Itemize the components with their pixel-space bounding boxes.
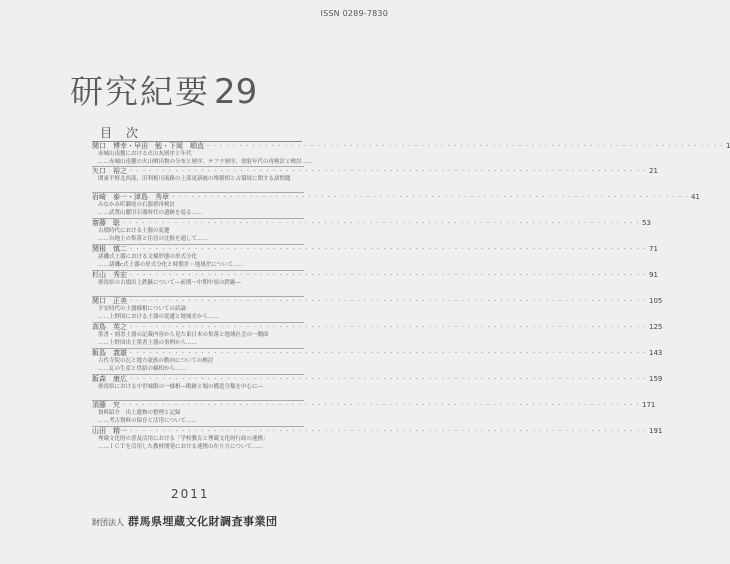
entry-page-number: 171 [642,401,656,409]
toc-heading: 目次 [100,126,153,140]
entry-title-line: みなかみ町瀬尾の石器群再検討 [98,202,176,208]
toc-entry [92,322,663,348]
entry-title-line: 諸磯式土器における文様形態の形式分化 [98,254,198,260]
dot-leader: ・・・・・・・・・・・・・・・・・・・・・・・・・・・・・・・・・・・・・・・・・・・・・・・・・・・・・・・・・・・・・・・・・・・・・・・・・・・・・・・・ [170,194,691,201]
toc-entry [92,270,658,296]
toc-entry [92,348,663,374]
entry-author: 岩崎 泰一・津島 秀章 [92,193,169,201]
publication-year: 2011 [171,487,210,501]
entry-title-line: ……ＩＣＴを活用した教材開発における連携の在り方について…… [98,443,263,450]
toc-entry [92,142,730,166]
dot-leader: ・・・・・・・・・・・・・・・・・・・・・・・・・・・・・・・・・・・・・・・・・・・・・・・・・・・・・・・・・・・・・・・・・・・・・・・・・・・・・・・・ [128,298,649,305]
dot-leader: ・・・・・・・・・・・・・・・・・・・・・・・・・・・・・・・・・・・・・・・・・・・・・・・・・・・・・・・・・・・・・・・・・・・・・・・・・・・・・・・・ [121,220,642,227]
dot-leader: ・・・・・・・・・・・・・・・・・・・・・・・・・・・・・・・・・・・・・・・・・・・・・・・・・・・・・・・・・・・・・・・・・・・・・・・・・・・・・・・・ [128,324,649,331]
issue-number: 29 [214,72,258,112]
entry-title-line: 資料紹介 出土遺物の整理と記録 [98,410,181,416]
entry-author: 矢口 裕之 [92,167,127,175]
entry-author-row [92,245,658,254]
entry-title-line: ……上野国における土器の変遷と地域差から…… [98,313,220,320]
entry-author-row [92,142,730,151]
entry-author: 関口 正美 [92,297,127,305]
toc-entry [92,374,663,400]
table-of-contents [92,142,730,452]
entry-page-number: 1 [726,142,730,150]
entry-page-number: 91 [649,271,658,279]
entry-author: 高島 英之 [92,323,127,331]
entry-author: 山田 精一 [92,427,127,435]
entry-author: 須藤 究 [92,401,120,409]
dot-leader: ・・・・・・・・・・・・・・・・・・・・・・・・・・・・・・・・・・・・・・・・・・・・・・・・・・・・・・・・・・・・・・・・・・・・・・・・・・・・・・・・ [128,272,649,279]
issn-number: ISSN 0289-7830 [320,9,388,18]
entry-title-line: 墨書・刻書土器の記載内容から見た東日本の集落と地域社会の一側面 [98,332,269,338]
entry-page-number: 159 [649,375,663,383]
dot-leader: ・・・・・・・・・・・・・・・・・・・・・・・・・・・・・・・・・・・・・・・・・・・・・・・・・・・・・・・・・・・・・・・・・・・・・・・・・・・・・・・・ [128,246,649,253]
entry-title-line: 赤城山南麓における火山灰層序と年代 [98,151,192,157]
publisher-name: 群馬県埋蔵文化財調査事業団 [128,515,278,528]
entry-title-line: ……上野国出土墨書土器の事例から…… [98,339,198,346]
entry-title-line: 埋蔵文化財の普及活用における「学校教育と埋蔵文化財行政の連携」 [98,436,269,442]
entry-author-row [92,297,663,306]
entry-author: 杉山 秀宏 [92,271,127,279]
toc-entry [92,218,651,244]
entry-page-number: 105 [649,297,663,305]
dot-leader: ・・・・・・・・・・・・・・・・・・・・・・・・・・・・・・・・・・・・・・・・・・・・・・・・・・・・・・・・・・・・・・・・・・・・・・・・・・・・・・・・ [128,350,649,357]
entry-author-row [92,401,656,410]
entry-page-number: 53 [642,219,651,227]
entry-page-number: 143 [649,349,663,357]
entry-author: 飯島 義雄 [92,349,127,357]
title-text: 研究紀要 [70,72,210,111]
entry-title-line: ……台地上の集落と住居の比較を通して…… [98,235,209,242]
publication-title [70,66,257,113]
entry-author-row [92,349,663,358]
entry-author-row [92,167,658,176]
entry-author: 関根 慎二 [92,245,127,253]
entry-author-row [92,375,663,384]
toc-entry [92,192,700,218]
entry-title-line: 関東平野北西部、旧利根川流路の上部更新統の堆積相と古環境に関する諸問題 [98,176,291,182]
entry-author: 飯森 康広 [92,375,127,383]
entry-page-number: 125 [649,323,663,331]
entry-title-line: 平安時代の土器様相についての試論 [98,306,186,312]
entry-author-row [92,323,663,332]
toc-entry [92,244,658,270]
entry-title-line: 群馬県における中世城館の一様相―館跡と堀の構造分類を中心に― [98,384,264,390]
entry-author-row [92,427,663,436]
entry-author-row [92,193,700,202]
entry-title-line: ……諸磯c式土器の形式分化と時期差・地域差について…… [98,261,244,268]
entry-title-line: 古墳時代における土器の変遷 [98,228,170,234]
entry-title-line: ……瓦の生産と供給の様相から…… [98,365,187,372]
entry-title-line: ……赤城山南麓の火山噴出物の分布と層序、テフラ層序、放射年代の再検討と検討…… [98,158,313,165]
entry-page-number: 41 [691,193,700,201]
dot-leader: ・・・・・・・・・・・・・・・・・・・・・・・・・・・・・・・・・・・・・・・・・・・・・・・・・・・・・・・・・・・・・・・・・・・・・・・・・・・・・・・・ [128,428,649,435]
entry-author: 関口 博幸・早田 勉・下岡 順直 [92,142,204,150]
dot-leader: ・・・・・・・・・・・・・・・・・・・・・・・・・・・・・・・・・・・・・・・・・・・・・・・・・・・・・・・・・・・・・・・・・・・・・・・・・・・・・・・・ [128,376,649,383]
entry-author-row [92,271,658,280]
entry-author-row [92,219,651,228]
dot-leader: ・・・・・・・・・・・・・・・・・・・・・・・・・・・・・・・・・・・・・・・・・・・・・・・・・・・・・・・・・・・・・・・・・・・・・・・・・・・・・・・・ [205,143,726,150]
entry-page-number: 191 [649,427,663,435]
entry-author: 齋藤 聡 [92,219,120,227]
dot-leader: ・・・・・・・・・・・・・・・・・・・・・・・・・・・・・・・・・・・・・・・・・・・・・・・・・・・・・・・・・・・・・・・・・・・・・・・・・・・・・・・・ [121,402,642,409]
toc-entry [92,296,663,322]
entry-page-number: 21 [649,167,658,175]
toc-entry [92,426,663,452]
publisher [92,510,278,529]
dot-leader: ・・・・・・・・・・・・・・・・・・・・・・・・・・・・・・・・・・・・・・・・・・・・・・・・・・・・・・・・・・・・・・・・・・・・・・・・・・・・・・・・ [128,168,649,175]
publisher-kind: 財団法人 [92,518,124,527]
entry-page-number: 71 [649,245,658,253]
entry-title-line: 古代寺院の瓦と地方豪族の動向についての検討 [98,358,214,364]
entry-title-line: ……考古資料の保存と活用について…… [98,417,197,424]
toc-entry [92,400,656,426]
entry-title-line: ……武尊山麓旧石器時代の遺跡を巡る…… [98,209,203,216]
toc-entry [92,166,658,192]
entry-title-line: 群馬県の古墳出土鉄鏃について―前期～中期中頃の鉄鏃― [98,280,241,286]
